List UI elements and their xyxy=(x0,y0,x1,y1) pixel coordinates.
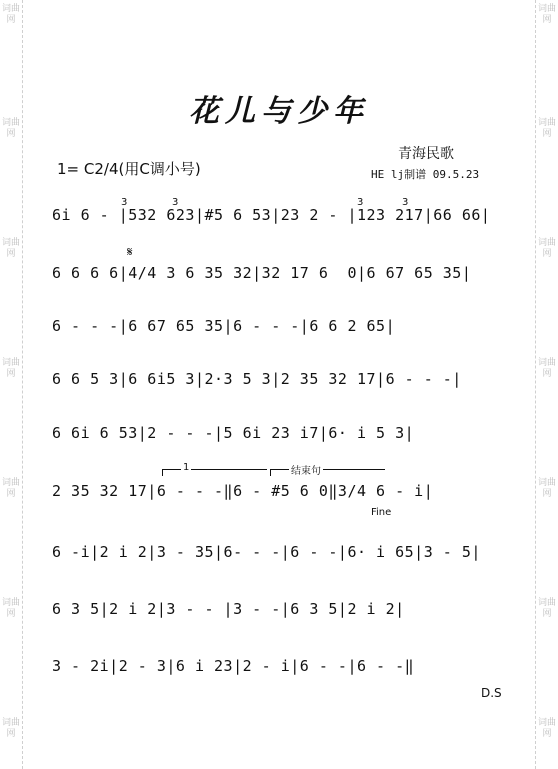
score-line-2: 6 6 6 6|4/4 3 6 35 32|32 17 6 0|6 67 65 35| xyxy=(52,264,472,282)
arranger-credit: HE lj制谱 09.5.23 xyxy=(371,168,480,181)
score-line-7: 6 -i|2 i 2|3 - 35|6- - -|6 - -|6· i 65|3 - 5| xyxy=(52,543,481,561)
fine-marking: Fine xyxy=(371,507,392,518)
dal-segno-marking: D.S xyxy=(481,686,502,700)
watermark: 词曲网 xyxy=(1,358,20,379)
triplet-mark: 3 xyxy=(357,197,364,208)
song-title: 花儿与少年 xyxy=(189,94,369,129)
watermark: 词曲网 xyxy=(1,478,20,499)
segno-sign: 𝄋 xyxy=(127,245,133,260)
triplet-mark: 3 xyxy=(172,197,179,208)
score-line-3: 6 - - -|6 67 65 35|6 - - -|6 6 2 65| xyxy=(52,317,396,335)
score-line-5: 6 6i 6 53|2 - - -|5 6i 23 i7|6· i 5 3| xyxy=(52,424,415,442)
score-line-1: 6i 6 - |532 623|#5 6 53|23 2 - |123 217|66 66| xyxy=(52,206,491,224)
watermark: 词曲网 xyxy=(537,238,556,259)
watermark: 词曲网 xyxy=(1,718,20,739)
first-ending-bracket xyxy=(162,462,267,476)
triplet-mark: 3 xyxy=(402,197,409,208)
score-line-6: 2 35 32 17|6 - - -‖6 - #5 6 0‖3/4 6 - i| xyxy=(52,482,434,500)
watermark: 词曲网 xyxy=(537,4,556,25)
ending-phrase-label: 结束句 xyxy=(289,462,323,477)
ending-phrase-bracket xyxy=(270,466,385,477)
watermark: 词曲网 xyxy=(1,4,20,25)
watermark: 词曲网 xyxy=(537,598,556,619)
watermark: 词曲网 xyxy=(1,598,20,619)
triplet-mark: 3 xyxy=(121,197,128,208)
watermark: 词曲网 xyxy=(537,118,556,139)
watermark: 词曲网 xyxy=(1,238,20,259)
score-line-9: 3 - 2i|2 - 3|6 i 23|2 - i|6 - -|6 - -‖ xyxy=(52,657,415,675)
first-ending-number: 1 xyxy=(183,462,190,473)
watermark: 词曲网 xyxy=(1,118,20,139)
score-line-4: 6 6 5 3|6 6i5 3|2·3 5 3|2 35 32 17|6 - - -| xyxy=(52,370,462,388)
song-source: 青海民歌 xyxy=(398,146,454,162)
watermark: 词曲网 xyxy=(537,478,556,499)
watermark: 词曲网 xyxy=(537,358,556,379)
watermark: 词曲网 xyxy=(537,718,556,739)
score-line-8: 6 3 5|2 i 2|3 - - |3 - -|6 3 5|2 i 2| xyxy=(52,600,405,618)
key-signature: 1= C2/4(用C调小号) xyxy=(57,160,201,178)
